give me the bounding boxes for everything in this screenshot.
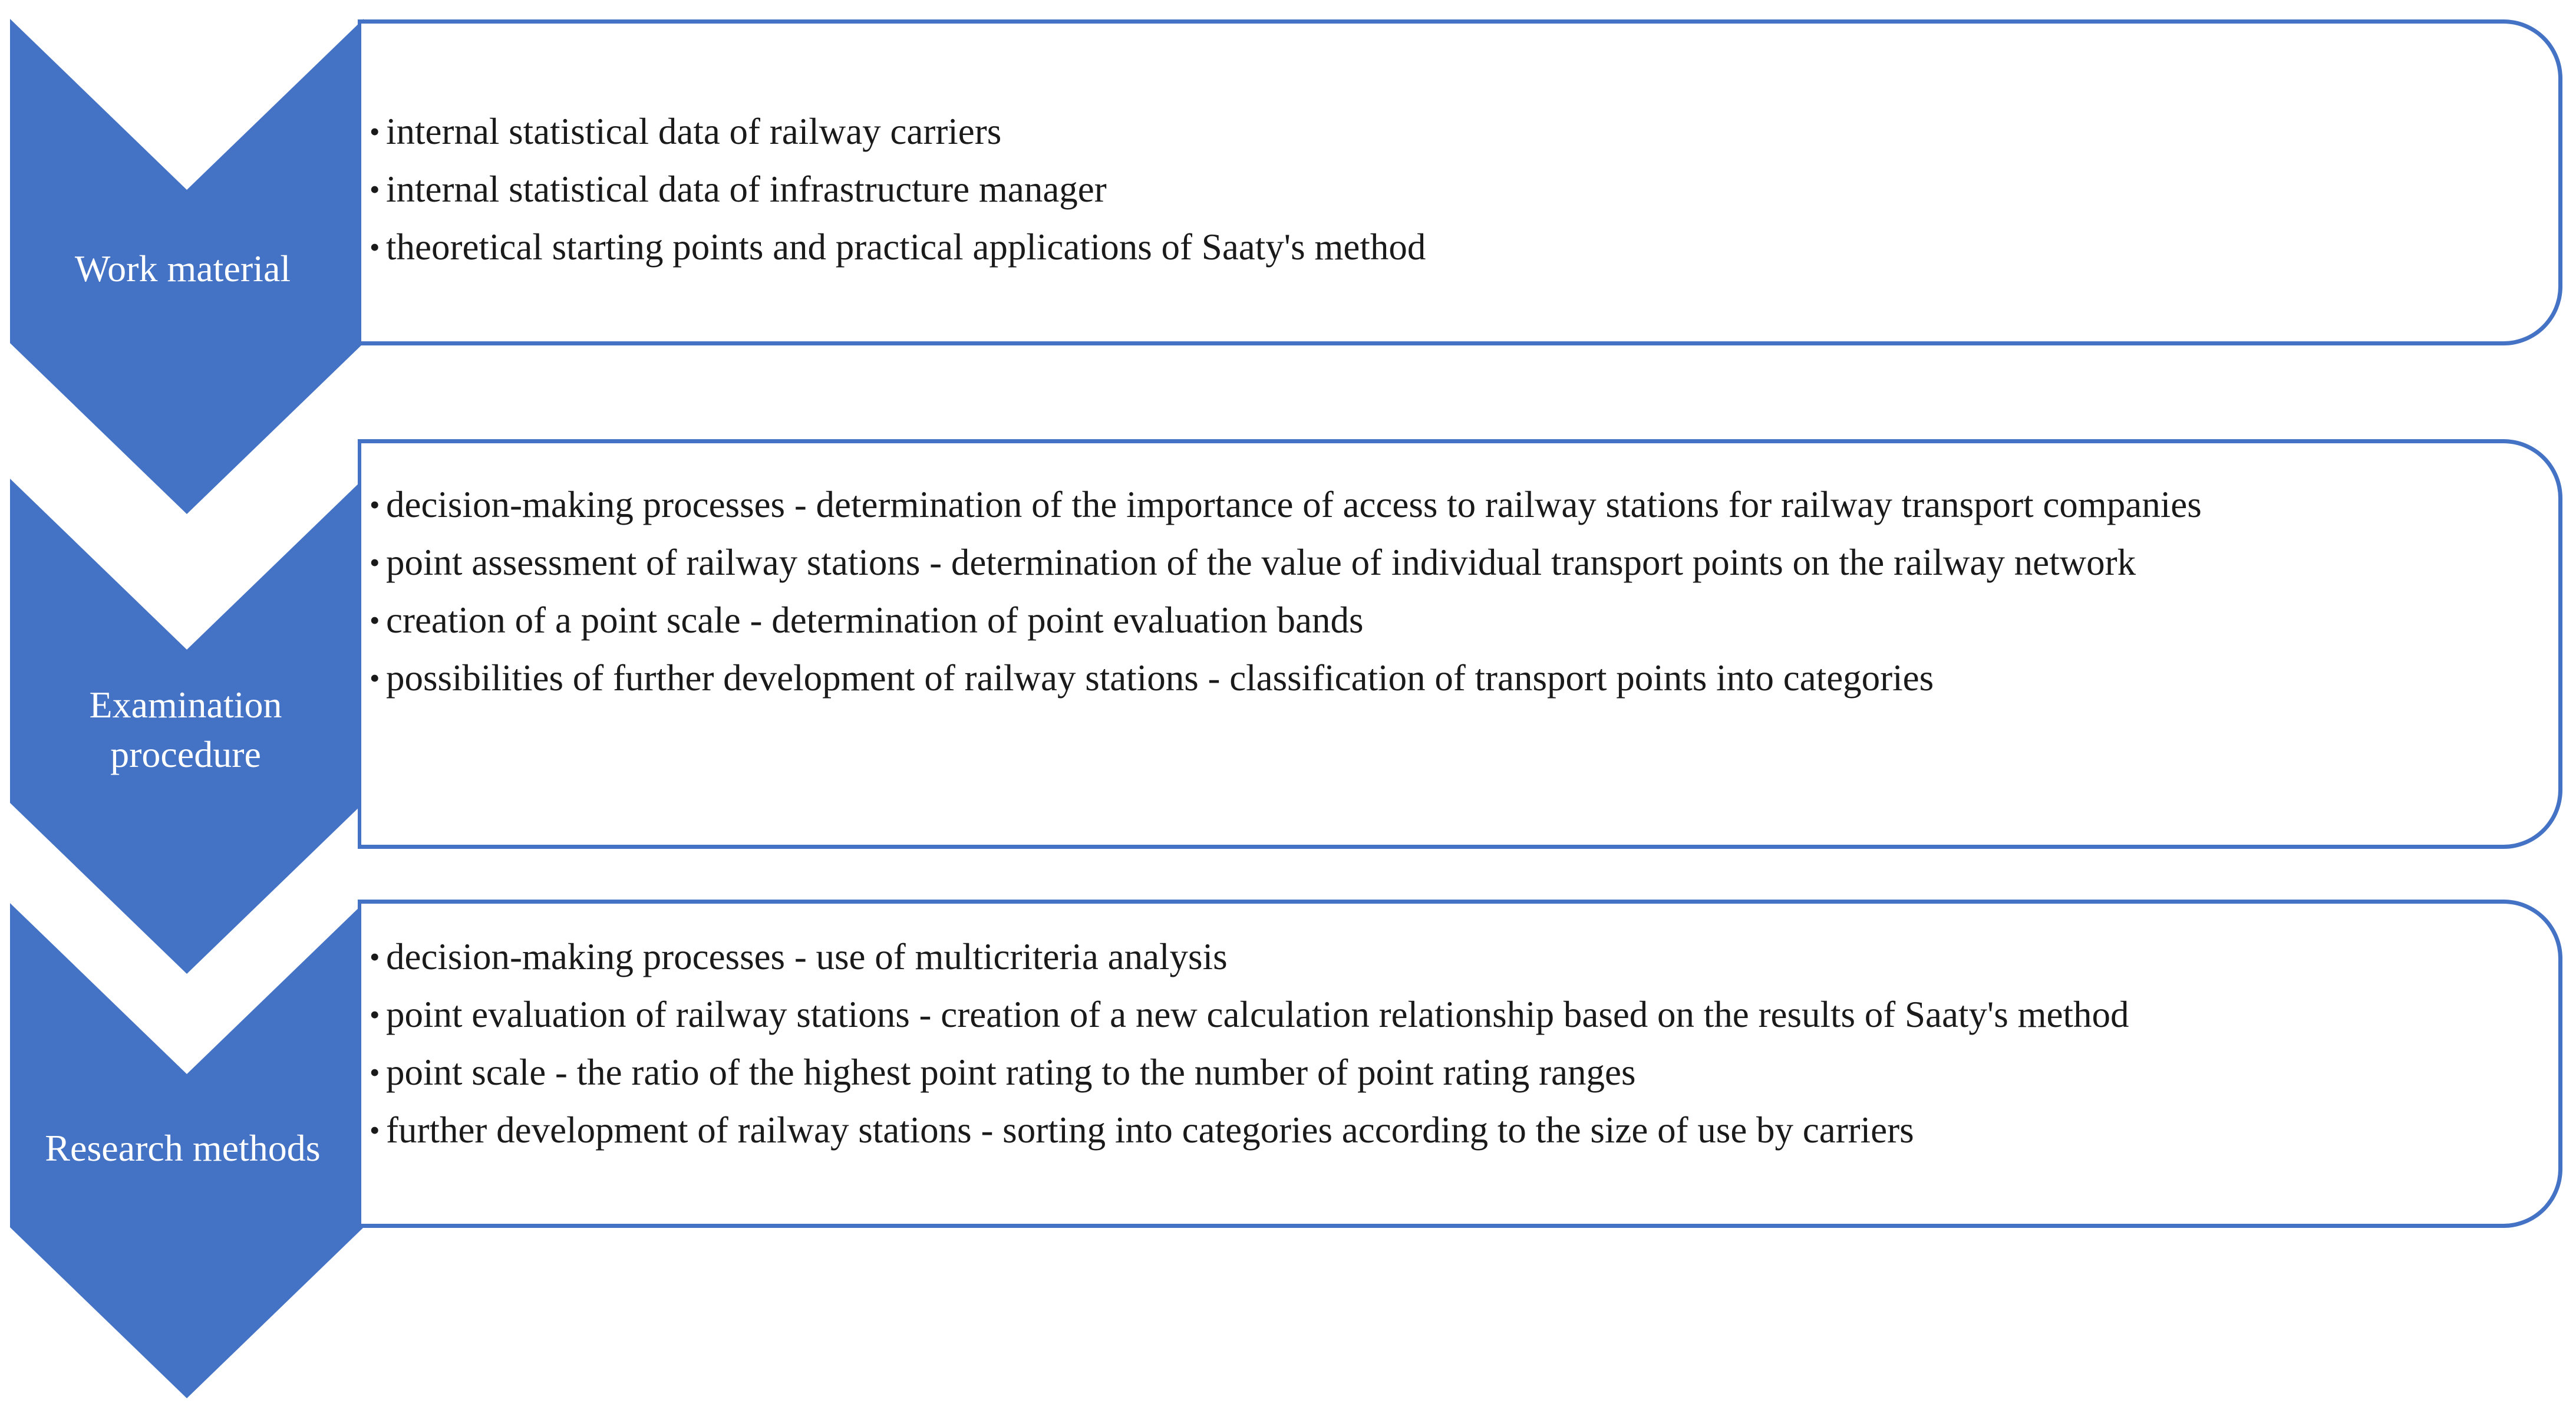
list-item: • point scale - the ratio of the highest point rating to the number of point rating ranges [361,1047,2476,1098]
list-item: • further development of railway stations - sorting into categories according to the size of use by carriers [361,1105,2476,1155]
list-item: • decision-making processes - use of multicriteria analysis [361,931,2476,982]
item-list [361,24,2558,272]
bullet-icon: • [370,546,380,579]
stage-box-work-material [358,19,2562,345]
item-list [361,443,2558,703]
item-list [361,904,2558,1155]
stage-label-research-methods: Research methods [45,1127,321,1169]
stage-box-research-methods [358,900,2562,1228]
bullet-icon: • [370,488,380,521]
stage-label-work-material: Work material [74,248,291,289]
bullet-icon: • [370,230,380,264]
bullet-icon: • [370,940,380,973]
list-item: • internal statistical data of infrastructure manager [361,164,2558,215]
bullet-icon: • [370,115,380,148]
bullet-icon: • [370,998,380,1031]
list-item: • creation of a point scale - determination of point evaluation bands [361,595,2476,645]
bullet-icon: • [370,1056,380,1089]
bullet-icon: • [370,1114,380,1147]
bullet-icon: • [370,173,380,206]
stage-box-examination-procedure [358,439,2562,849]
stage-label-examination-procedure: Examination procedure [89,684,282,775]
list-item: • point evaluation of railway stations - creation of a new calculation relationship based on the results of Saaty's method [361,989,2476,1040]
list-item: • theoretical starting points and practical applications of Saaty's method [361,222,2558,272]
list-item: • point assessment of railway stations - determination of the value of individual transport points on the railway network [361,537,2476,588]
bullet-icon: • [370,661,380,694]
list-item: • possibilities of further development of railway stations - classification of transport points into categories [361,653,2476,703]
list-item: • internal statistical data of railway carriers [361,106,2558,157]
bullet-icon: • [370,604,380,637]
list-item: • decision-making processes - determination of the importance of access to railway stations for railway transport companies [361,479,2476,530]
